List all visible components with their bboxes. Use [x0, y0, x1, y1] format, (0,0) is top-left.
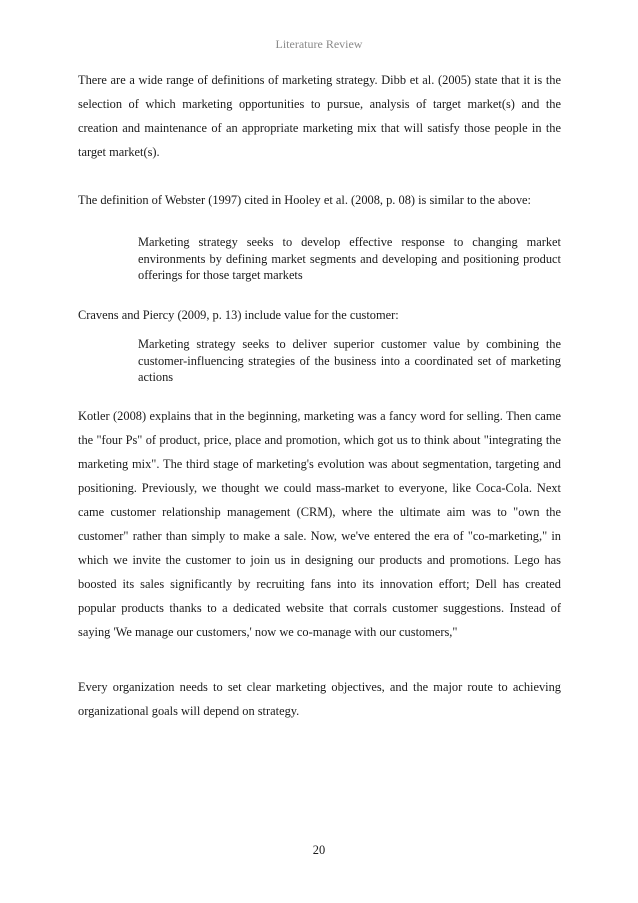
- block-quote-cravens: Marketing strategy seeks to deliver superior customer value by combining the customer-influencing strategies of the business into a coordinated set of marketing actions: [138, 337, 561, 384]
- block-quote-webster: Marketing strategy seeks to develop effective response to changing market environments by defining market segments and developing and positioning product offerings for those target markets: [138, 235, 561, 282]
- paragraph-definitions: There are a wide range of definitions of marketing strategy. Dibb et al. (2005) state that it is the selection of which marketing opportunities to pursue, analysis of target market(s) and the creation and maintenance of an appropriate marketing mix that will satisfy those people in the target market(s).: [78, 73, 561, 159]
- paragraph-webster-intro: The definition of Webster (1997) cited in Hooley et al. (2008, p. 08) is similar to the above:: [78, 193, 531, 207]
- page-number: 20: [312, 843, 326, 857]
- paragraph-kotler: Kotler (2008) explains that in the beginning, marketing was a fancy word for selling. Then came the "four Ps" of product, price, place and promotion, which got us to think about "integrating the marketing mix". The third stage of marketing's evolution was about segmentation, targeting and positioning. Previously, we thought we could mass-market to everyone, like Coca-Cola. Next came customer relationship management (CRM), where the ultimate aim was to "own the customer" rather than simply to make a sale. Now, we've entered the era of "co-marketing," in which we invite the customer to join us in designing our products and promotions. Lego has boosted its sales significantly by recruiting fans into its innovation effort; Dell has created popular products thanks to a dedicated website that corrals customer suggestions. Instead of saying 'We manage our customers,' now we co-manage with our customers,": [78, 409, 561, 639]
- paragraph-objectives: Every organization needs to set clear marketing objectives, and the major route to achieving organizational goals will depend on strategy.: [78, 680, 561, 718]
- running-header: Literature Review: [275, 37, 363, 51]
- paragraph-cravens-intro: Cravens and Piercy (2009, p. 13) include value for the customer:: [78, 308, 399, 322]
